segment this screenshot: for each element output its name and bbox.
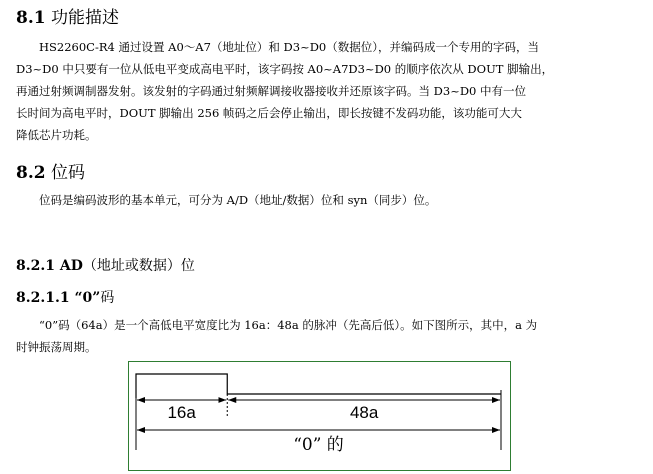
section-title: 码	[100, 290, 115, 306]
section-8-2-1-heading	[16, 257, 195, 275]
high-width-label: 16a	[167, 403, 196, 422]
description-line-5: 降低芯片功耗。	[16, 128, 97, 142]
bit-code-description: 位码是编码波形的基本单元，可分为 A/D（地址/数据）位和 syn（同步）位。	[39, 193, 437, 207]
pulse-waveform	[136, 374, 501, 398]
description-line-4: 长时间为高电平时，DOUT 脚输出 256 帧码之后会停止输出，即长按键不发码功能，该功能可大大	[16, 106, 522, 120]
zero-code-line-2: 时钟振荡周期。	[16, 340, 97, 354]
section-number: 8.2.1 AD	[16, 258, 83, 274]
description-line-2: D3~D0 中只要有一位从低电平变成高电平时，该字码按 A0~A7D3~D0 的顺序依次从 DOUT 脚输出，	[16, 62, 554, 76]
figure-caption: “0” 的	[293, 435, 344, 455]
waveform-svg	[129, 362, 510, 470]
description-line-3: 再通过射频调制器发射。该发射的字码通过射频解调接收器接收并还原该字码。当 D3~D0 中有一位	[16, 84, 527, 98]
section-8-2-heading	[16, 163, 85, 183]
section-title: 位码	[50, 163, 85, 183]
section-number: 8.1	[16, 8, 46, 28]
section-8-1-heading	[16, 8, 119, 28]
zero-code-line-1: “0”码（64a）是一个高低电平宽度比为 16a：48a 的脉冲（先高后低）。如下图所示，其中，a 为	[39, 318, 538, 332]
section-number: 8.2	[16, 163, 46, 183]
section-number: 8.2.1.1 “0”	[16, 290, 101, 306]
section-title: 功能描述	[50, 8, 119, 28]
section-8-2-1-1-heading	[16, 289, 114, 307]
description-line-1: HS2260C-R4 通过设置 A0～A7（地址位）和 D3~D0（数据位），并编码成一个专用的字码，当	[39, 40, 539, 54]
section-title: （地址或数据）位	[82, 258, 195, 274]
low-width-label: 48a	[349, 403, 379, 422]
zero-code-waveform-figure	[128, 361, 511, 471]
